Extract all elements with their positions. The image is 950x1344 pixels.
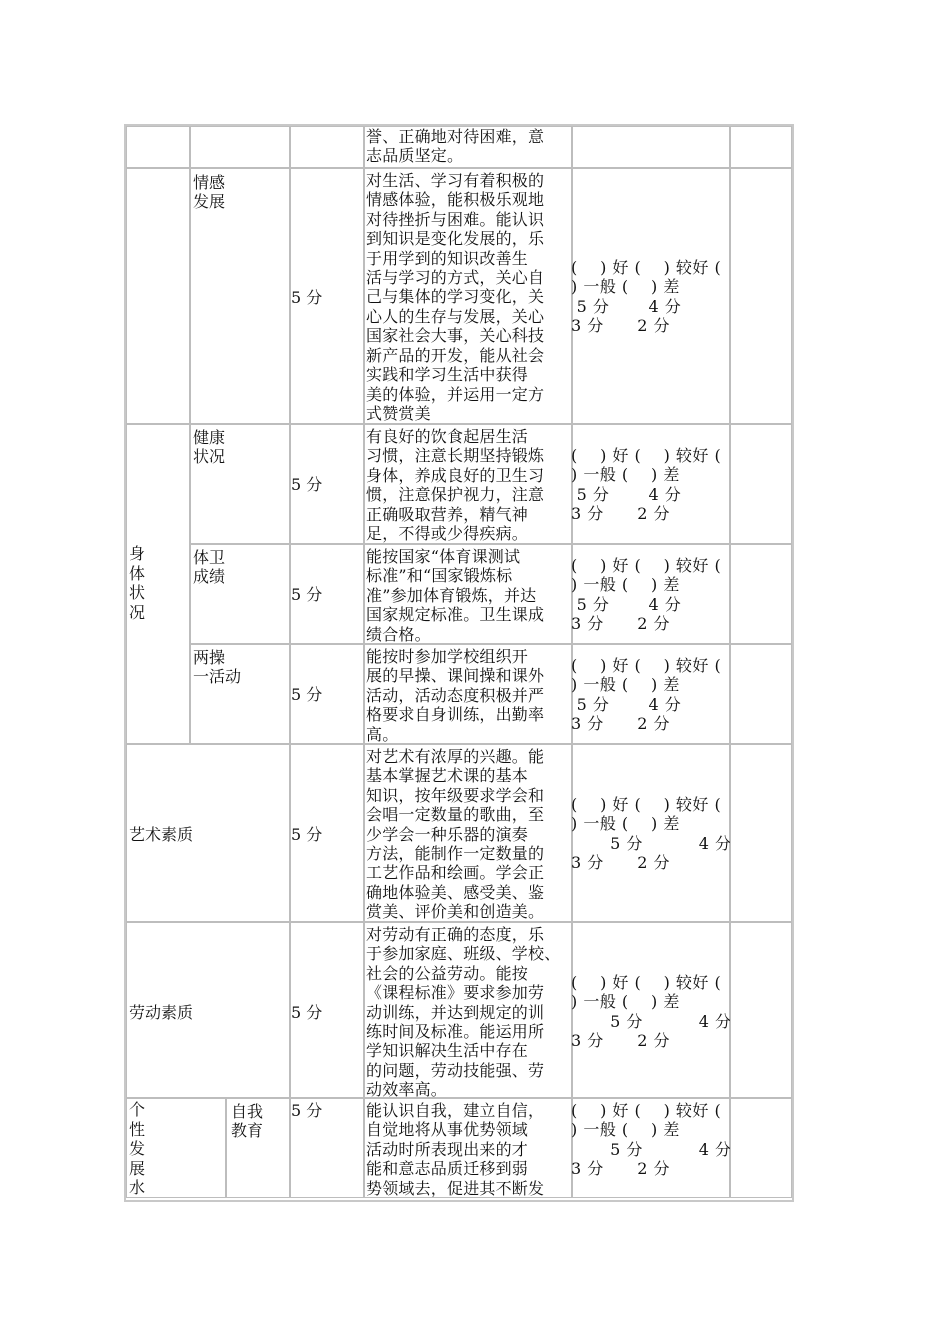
- score-value: 5 分: [291, 825, 323, 844]
- description-line: 美的体验，并运用一定方: [366, 385, 545, 404]
- description-line: 基本掌握艺术课的基本: [366, 766, 529, 785]
- description-line: 活动时所表现出来的才: [366, 1140, 529, 1159]
- description-line: 格要求自身训练，出勤率: [366, 705, 545, 724]
- description-line: 工艺作品和绘画。学会正: [366, 863, 545, 882]
- score-value: 5 分: [291, 685, 323, 704]
- table-cell-category: [126, 744, 290, 922]
- table-cell-remark: [730, 424, 792, 544]
- description-line: 到知识是变化发展的，乐: [366, 229, 545, 248]
- score-value: 5 分: [291, 1101, 323, 1120]
- subcategory-label: 自我 教育: [231, 1102, 264, 1141]
- description-line: 惯，注意保护视力，注意: [366, 485, 545, 504]
- description-line: 国家社会大事，关心科技: [366, 326, 545, 345]
- description-line: 式赞赏美: [366, 404, 431, 423]
- rating-points: 5 分 4 分: [571, 695, 682, 714]
- description-line: 对生活、学习有着积极的: [366, 171, 545, 190]
- description-line: 能和意志品质迁移到弱: [366, 1159, 529, 1178]
- table-cell-subcategory: [190, 168, 290, 424]
- description-line: 绩合格。: [366, 625, 431, 644]
- description-line: 标准”和“国家锻炼标: [366, 566, 513, 585]
- description-line: 学知识解决生活中存在: [366, 1041, 529, 1060]
- table-cell-subcategory: [190, 424, 290, 544]
- table-cell-category: [126, 424, 190, 744]
- subcategory-label: 健康 状况: [193, 428, 226, 467]
- table-cell-rating: [572, 126, 730, 168]
- table-cell-category: [126, 1098, 226, 1198]
- description-line: 方法，能制作一定数量的: [366, 844, 545, 863]
- score-value: 5 分: [291, 475, 323, 494]
- table-cell-rating: [572, 424, 730, 544]
- description-line: 能按国家“体育课测试: [366, 547, 521, 566]
- description-line: 展的早操、课间操和课外: [366, 666, 545, 685]
- description-line: 己与集体的学习变化，关: [366, 287, 545, 306]
- description-line: 对艺术有浓厚的兴趣。能: [366, 747, 545, 766]
- description-line: 社会的公益劳动。能按: [366, 964, 529, 983]
- description-line: 习惯，注意长期坚持锻炼: [366, 446, 545, 465]
- rating-options: ) 一般 ( ) 差: [571, 277, 680, 296]
- description-line: 新产品的开发，能从社会: [366, 346, 545, 365]
- table-cell-description: [364, 644, 572, 744]
- description-line: 誉、正确地对待困难，意: [366, 127, 545, 146]
- rating-points: 3 分 2 分: [571, 853, 671, 872]
- table-cell-description: [364, 922, 572, 1098]
- description-line: 的问题，劳动技能强、劳: [366, 1061, 545, 1080]
- table-cell-subcategory: [190, 544, 290, 644]
- description-line: 确地体验美、感受美、鉴: [366, 883, 545, 902]
- description-line: 练时间及标准。能运用所: [366, 1022, 545, 1041]
- description-line: 对劳动有正确的态度，乐: [366, 925, 545, 944]
- description-line: 自觉地将从事优势领域: [366, 1120, 529, 1139]
- table-cell-remark: [730, 922, 792, 1098]
- rating-options: ( ) 好 ( ) 较好 (: [571, 656, 722, 675]
- description-line: 活动，活动态度积极并严: [366, 686, 545, 705]
- table-cell-score: [290, 922, 364, 1098]
- description-line: 势领域去，促进其不断发: [366, 1179, 545, 1198]
- rating-points: 3 分 2 分: [571, 1031, 671, 1050]
- table-cell-remark: [730, 1098, 792, 1198]
- description-line: 情感体验，能积极乐观地: [366, 190, 545, 209]
- subcategory-label: 体卫 成绩: [193, 548, 226, 587]
- table-cell-description: [364, 126, 572, 168]
- rating-points: 3 分 2 分: [571, 316, 671, 335]
- description-line: 国家规定标准。卫生课成: [366, 605, 545, 624]
- rating-points: 3 分 2 分: [571, 614, 671, 633]
- rating-options: ( ) 好 ( ) 较好 (: [571, 1101, 722, 1120]
- table-cell-description: [364, 744, 572, 922]
- table-cell-remark: [730, 126, 792, 168]
- subcategory-label: 情感 发展: [193, 173, 226, 212]
- rating-points: 5 分 4 分: [571, 1140, 732, 1159]
- description-line: 能认识自我，建立自信，: [366, 1101, 545, 1120]
- description-line: 能按时参加学校组织开: [366, 647, 529, 666]
- description-line: 于参加家庭、班级、学校、: [366, 944, 561, 963]
- table-cell-description: [364, 1098, 572, 1198]
- description-line: 于用学到的知识改善生: [366, 249, 529, 268]
- rating-points: 3 分 2 分: [571, 714, 671, 733]
- table-cell-description: [364, 544, 572, 644]
- description-line: 足，不得或少得疾病。: [366, 524, 529, 543]
- table-cell-subcategory: [190, 126, 290, 168]
- table-cell-rating: [572, 744, 730, 922]
- rating-options: ) 一般 ( ) 差: [571, 575, 680, 594]
- category-label: 个性发展水: [129, 1100, 146, 1197]
- description-line: 志品质坚定。: [366, 146, 464, 165]
- description-line: 赏美、评价美和创造美。: [366, 902, 545, 921]
- table-cell-score: [290, 168, 364, 424]
- description-line: 身体，养成良好的卫生习: [366, 466, 545, 485]
- table-cell-rating: [572, 168, 730, 424]
- category-label: 艺术素质: [129, 825, 194, 844]
- rating-options: ) 一般 ( ) 差: [571, 1120, 680, 1139]
- rating-options: ( ) 好 ( ) 较好 (: [571, 556, 722, 575]
- score-value: 5 分: [291, 288, 323, 307]
- table-cell-score: [290, 1098, 364, 1198]
- table-cell-remark: [730, 744, 792, 922]
- rating-options: ) 一般 ( ) 差: [571, 465, 680, 484]
- rating-options: ( ) 好 ( ) 较好 (: [571, 446, 722, 465]
- table-cell-subcategory: [190, 644, 290, 744]
- description-line: 准”参加体育锻炼，并达: [366, 586, 537, 605]
- rating-points: 5 分 4 分: [571, 297, 682, 316]
- subcategory-label: 两操 一活动: [193, 648, 242, 687]
- category-label: 劳动素质: [129, 1003, 194, 1022]
- table-cell-score: [290, 544, 364, 644]
- score-value: 5 分: [291, 585, 323, 604]
- description-line: 活与学习的方式，关心自: [366, 268, 545, 287]
- description-line: 动训练，并达到规定的训: [366, 1003, 545, 1022]
- description-line: 心人的生存与发展，关心: [366, 307, 545, 326]
- rating-options: ) 一般 ( ) 差: [571, 992, 680, 1011]
- description-line: 有良好的饮食起居生活: [366, 427, 529, 446]
- rating-points: 5 分 4 分: [571, 485, 682, 504]
- category-label: 身体状况: [129, 544, 146, 622]
- table-cell-remark: [730, 544, 792, 644]
- rating-options: ( ) 好 ( ) 较好 (: [571, 973, 722, 992]
- rating-points: 5 分 4 分: [571, 1012, 732, 1031]
- description-line: 少学会一种乐器的演奏: [366, 825, 529, 844]
- table-cell-score: [290, 424, 364, 544]
- rating-options: ) 一般 ( ) 差: [571, 675, 680, 694]
- description-line: 动效率高。: [366, 1080, 448, 1098]
- score-value: 5 分: [291, 1003, 323, 1022]
- description-line: 《课程标准》要求参加劳: [366, 983, 545, 1002]
- table-cell-rating: [572, 644, 730, 744]
- description-line: 高。: [366, 725, 399, 744]
- rating-points: 3 分 2 分: [571, 504, 671, 523]
- table-cell-description: [364, 168, 572, 424]
- description-line: 正确吸取营养，精气神: [366, 505, 529, 524]
- table-cell-description: [364, 424, 572, 544]
- table-cell-score: [290, 644, 364, 744]
- table-cell-subcategory: [226, 1098, 290, 1198]
- table-cell-remark: [730, 168, 792, 424]
- table-cell-category: [126, 168, 190, 424]
- description-line: 对待挫折与困难。能认识: [366, 210, 545, 229]
- table-cell-score: [290, 126, 364, 168]
- table-cell-category: [126, 922, 290, 1098]
- table-cell-category: [126, 126, 190, 168]
- table-cell-score: [290, 744, 364, 922]
- table-cell-remark: [730, 644, 792, 744]
- rating-options: ) 一般 ( ) 差: [571, 814, 680, 833]
- rating-points: 5 分 4 分: [571, 834, 732, 853]
- rating-options: ( ) 好 ( ) 较好 (: [571, 795, 722, 814]
- description-line: 会唱一定数量的歌曲，至: [366, 805, 545, 824]
- table-cell-rating: [572, 1098, 730, 1198]
- description-line: 知识，按年级要求学会和: [366, 786, 545, 805]
- rating-points: 3 分 2 分: [571, 1159, 671, 1178]
- rating-options: ( ) 好 ( ) 较好 (: [571, 258, 722, 277]
- table-cell-rating: [572, 922, 730, 1098]
- table-cell-rating: [572, 544, 730, 644]
- description-line: 实践和学习生活中获得: [366, 365, 529, 384]
- rating-points: 5 分 4 分: [571, 595, 682, 614]
